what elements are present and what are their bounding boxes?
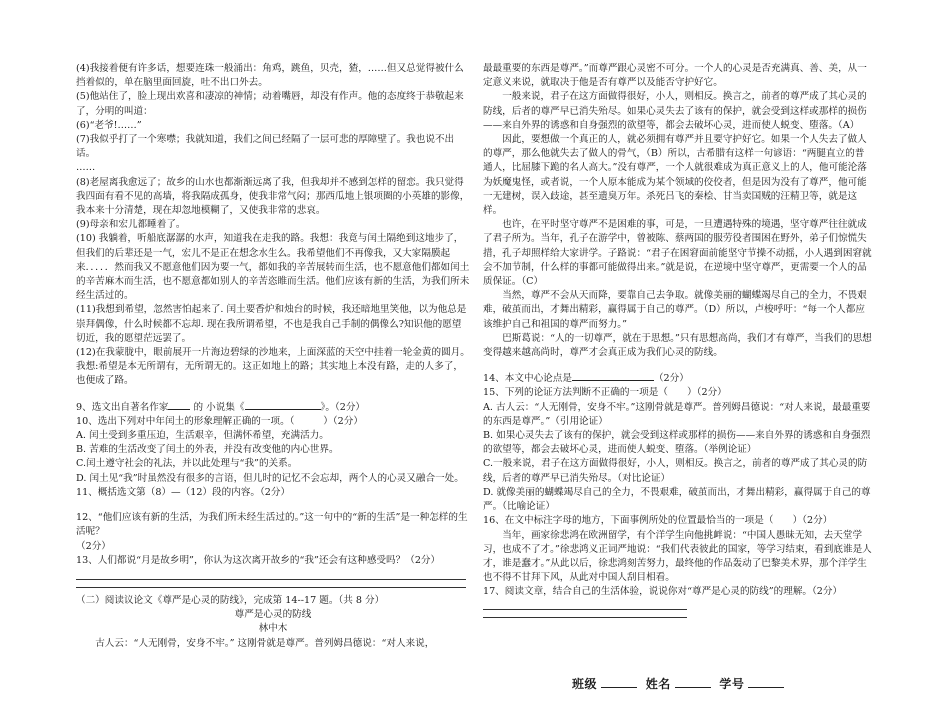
question-15-stem: 15、下列的论证方法判断不正确的一项是（ ）（2分）	[483, 387, 727, 399]
question-16: 16、在文中标注字母的地方，下面事例所处的位置最恰当的一项是（ ）（2分）	[483, 515, 833, 527]
collection-blank[interactable]	[245, 400, 321, 410]
para-11: (11)我想到希望，忽然害怕起来了. 闰土要香炉和烛台的时候，我还暗地里笑他，以为他总是崇拜偶像，什么时候都不忘却. 现在我所谓希望，不也是我自己手制的偶像么?知识他的愿望切近，我的愿望茫远罢了。	[76, 304, 467, 344]
class-field[interactable]	[601, 676, 637, 688]
question-10-option-d: D. 闰土见“我”时虽然没有很多的言语，但儿时的记忆不会忘却，两个人的心灵又融合一处。	[76, 472, 464, 484]
essay-para-4: 也许，在平时坚守尊严不是困难的事，可是，一旦遭遇特殊的境遇，坚守尊严往往就成了君子所为。当年，孔子在游学中，曾被陈、蔡两国的服劳役者围困在野外，弟子们惊慌失措，孔子却照样给大家讲学。子路说：“君子在困窘面前能坚守节操不动摇，小人遇到困窘就会不加节制，什么样的事都可能做得出来。”就是说，在逆境中坚守尊严，更需要一个人的品质保证。（C）	[483, 219, 872, 288]
para-7: (7)我似乎打了一个寒噤；我就知道，我们之间已经隔了一层可悲的厚障壁了。我也说不出话。	[76, 134, 455, 160]
student-info	[572, 675, 788, 692]
ellipsis-line: ……	[76, 162, 96, 174]
name-field[interactable]	[675, 676, 711, 688]
answer-line-13b[interactable]	[76, 586, 466, 588]
central-argument-blank[interactable]	[572, 371, 654, 381]
section-2-title: （二）阅读议论文《尊严是心灵的防线》，完成第 14--17 题。（共 8 分）	[76, 594, 385, 606]
essay-first-line: 古人云：“人无刚骨，安身不牢。” 这刚骨就是尊严。普列姆昌德说：“对人来说，	[95, 637, 435, 649]
question-15-option-a: A. 古人云：“人无刚骨，安身不牢。”这刚骨就是尊严。普列姆昌德说：“对人来说，最最重要的东西是尊严。”（引用论证）	[483, 401, 871, 427]
para-5: (5)他站住了，脸上现出欢喜和凄凉的神情；动着嘴唇，却没有作声。他的态度终于恭敬起来了，分明的叫道：	[76, 91, 464, 117]
number-label: 学号	[719, 677, 745, 691]
question-10-option-b: B. 苦难的生活改变了闰土的外表，并没有改变他的内心世界。	[76, 444, 339, 456]
essay-author: 林中木	[258, 623, 288, 635]
question-15-option-d: D. 就像美丽的蝴蝶竭尽自己的全力，不畏艰难，破茧而出，才舞出精彩，赢得属于自己的尊严。（比喻论证）	[483, 486, 871, 513]
question-11: 11、概括选文第（8）—（12）段的内容。（2分）	[76, 486, 291, 498]
question-16-body: 当年，画家徐悲鸿在欧洲留学，有个洋学生向他挑衅说：“中国人愚昧无知，去天堂学习，也成不了才。”徐悲鸿义正词严地说：“我们代表彼此的国家，等学习结束，看到底谁是人才，谁是蠢才。”从此以后，徐悲鸿刻苦努力，最终他的作品轰动了巴黎美术界，那个洋学生也不得不甘拜下风，从此对中国人刮目相看。	[483, 529, 872, 584]
essay-title: 尊严是心灵的防线	[234, 609, 312, 621]
question-13: 13、人们都说“月是故乡明”，你认为这次离开故乡的“我”还会有这种感受吗？（2分）	[76, 554, 441, 566]
question-12-score: （2分）	[76, 540, 111, 552]
answer-line-13a[interactable]	[76, 578, 466, 580]
question-15-option-c: C.一般来说，君子在这方面做得很好，小人，则相反。换言之，前者的尊严成了其心灵的防线，后者的尊严早已消失殆尽。（对比论证）	[483, 458, 868, 484]
question-10-option-c: C.闰土遵守社会的礼法，并以此处理与“我”的关系。	[76, 458, 298, 470]
author-blank[interactable]	[168, 400, 190, 410]
essay-para-5: 当然，尊严不会从天而降，要靠自己去争取。就像美丽的蝴蝶竭尽自己的全力，不畏艰难，破茧而出，才舞出精彩，赢得属于自己的尊严。（D）所以，卢梭呼吁：“每一个人都应该维护自己和祖国的尊严而努力。”	[483, 290, 867, 330]
question-17: 17、阅读文章，结合自己的生活体验，说说你对“尊严是心灵的防线”的理解。（2分）	[483, 586, 843, 598]
question-14: 14、本文中心论点是 （2分）	[483, 373, 689, 385]
left-column	[76, 62, 470, 651]
para-6: (6)“老爷!……”	[76, 119, 142, 131]
para-4: (4)我接着便有许多话，想要连珠一般涌出：角鸡，跳鱼，贝壳，猹，……但又总觉得被什么挡着似的，单在脑里面回旋，吐不出口外去。	[76, 63, 464, 89]
para-10: (10) 我躺着，听船底潺潺的水声，知道我在走我的路。我想：我竟与闰土隔绝到这地步了，但我们的后辈还是一气，宏儿不是正在想念水生么。我希望他们不再像我，又大家隔膜起来．．．．．然而我又不愿意他们因为要一气，都如我的辛苦展转而生活，也不愿意他们都如闰土的辛苦麻木而生活，也不愿意都如别人的辛苦恣睢而生活。他们应该有新的生活，为我们所未经生活过的。	[76, 233, 470, 302]
essay-para-6: 巴斯葛说：“人的一切尊严，就在于思想。”只有思想高尚，我们才有尊严，当我们的思想变得越来越高尚时，尊严才会真正成为我们心灵的防线。	[483, 332, 872, 359]
answer-line-17a[interactable]	[483, 608, 687, 610]
essay-para-1: 最最重要的东西是尊严。”而尊严跟心灵密不可分。一个人的心灵是否充满真、善、美，从一定意义来说，就取决于他是否有尊严以及能否守护好它。	[483, 63, 867, 89]
right-column	[483, 62, 873, 624]
question-15-option-b: B. 如果心灵失去了该有的保护，就会受到这样或那样的损伤——来自外界的诱惑和自身强烈的欲望等，都会去破坏心灵，进而使人蜕变、堕落。（举例论证）	[483, 430, 871, 456]
question-10-option-a: A. 闰土受到多重压迫，生活艰辛，但满怀希望，充满活力。	[76, 430, 329, 442]
name-label: 姓名	[645, 677, 671, 691]
essay-para-3: 因此，要想做一个真正的人，就必须拥有尊严并且要守护好它。如果一个人失去了做人的尊严，那么他就失去了做人的骨气，（B）所以，古希腊有这样一句谚语：“两腿直立的普通人，比屈膝下跪的名人高大。”没有尊严，一个人就很难成为真正意义上的人，他可能沦落为妖魔鬼怪，或者说，一个人原本能成为某个领域的佼佼者，但是因为没有了尊严，他可能一无建树，误入歧途，甚至遗臭万年。杀死吕飞的秦桧、甘当卖国贼的汪精卫等，就是这样。	[483, 134, 867, 217]
class-label: 班级	[572, 677, 598, 691]
para-8: (8)老屋离我愈远了；故乡的山水也都渐渐远离了我，但我却并不感到怎样的留恋。我只觉得我四面有看不见的高墙，将我隔成孤身，使我非常气闷；那西瓜地上银项圈的小英雄的影像，我本来十分清楚，现在却忽地模糊了，又使我非常的悲哀。	[76, 176, 470, 217]
number-field[interactable]	[748, 676, 784, 688]
para-9: (9)母亲和宏儿都睡着了。	[76, 219, 186, 231]
essay-para-2: 一般来说，君子在这方面做得很好，小人，则相反。换言之，前者的尊严成了其心灵的防线，后者的尊严早已消失殆尽。如果心灵失去了该有的保护，就会受到这样或那样的损伤——来自外界的诱惑和自身强烈的欲望等，都会去破坏心灵，进而使人蜕变、堕落。（A）	[483, 91, 867, 131]
question-12: 12、“他们应该有新的生活，为我们所未经生活过的。”这一句中的“新的生活”是一种怎样的生活呢？	[76, 512, 468, 538]
question-9: 9、选文出自著名作家 的 小说集《 》。（2分）	[76, 401, 366, 413]
para-12: (12)在我蒙胧中，眼前展开一片海边碧绿的沙地来，上面深蓝的天空中挂着一轮金黄的圆月。我想:希望是本无所谓有，无所谓无的。这正如地上的路；其实地上本没有路，走的人多了，也便成了路。	[76, 347, 470, 387]
question-10-stem: 10、选出下列对中年闰土的形象理解正确的一项。（ ）（2分）	[76, 415, 363, 427]
answer-line-17b[interactable]	[483, 616, 687, 618]
